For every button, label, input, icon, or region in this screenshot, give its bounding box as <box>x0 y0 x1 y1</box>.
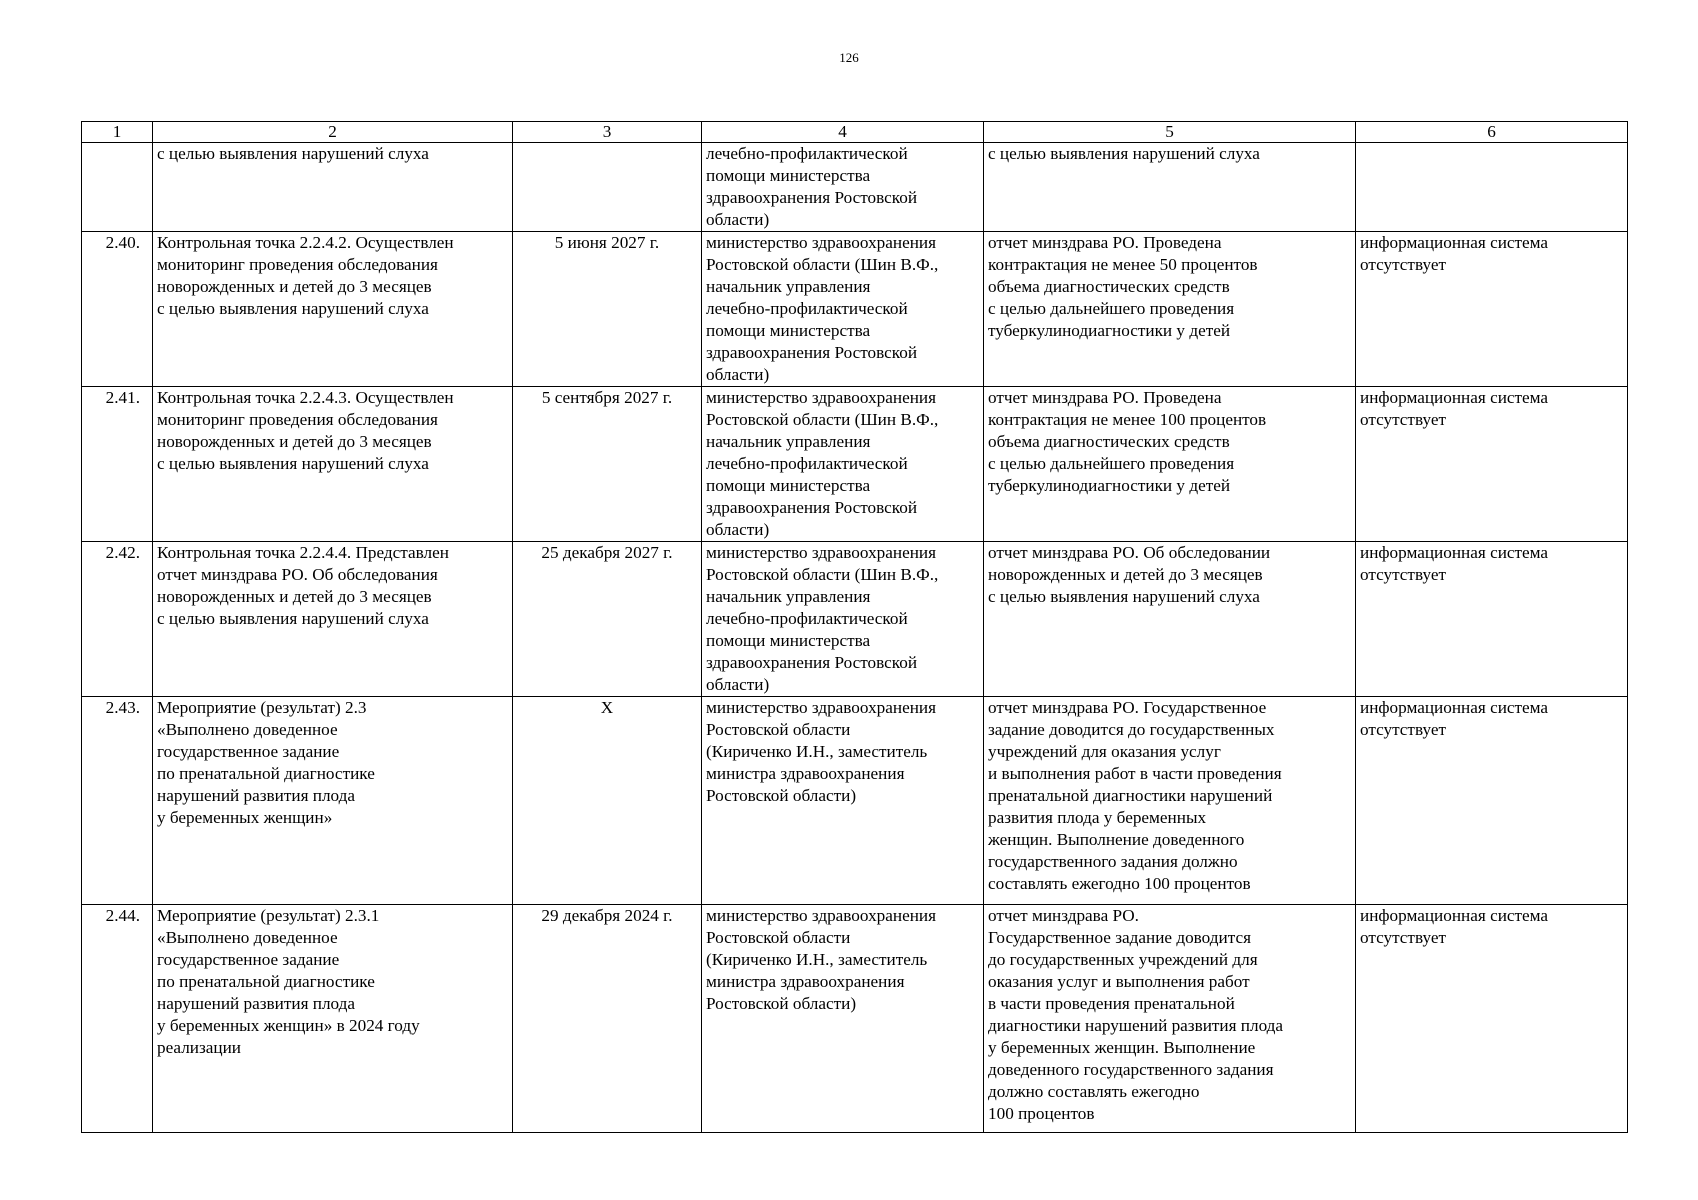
row-date: X <box>513 697 702 905</box>
table-header-row <box>82 122 1628 143</box>
row-result: с целью выявления нарушений слуха <box>984 143 1356 232</box>
page-number: 126 <box>839 50 859 65</box>
row-result: отчет минздрава РО. Государственное задание доводится до государственных учреждений для оказания услуг и выполнения работ в части проведения пренатальной диагностики нарушений развития плода у беременных женщин. Выполнение доведенного государственного задания должно составлять ежегодно 100 процентов <box>984 905 1356 1133</box>
row-name: Мероприятие (результат) 2.3 «Выполнено доведенное государственное задание по пренатальной диагностике нарушений развития плода у беременных женщин» <box>153 697 513 905</box>
column-header: 1 <box>82 122 153 143</box>
row-name: с целью выявления нарушений слуха <box>153 143 513 232</box>
row-number: 2.44. <box>82 905 153 1133</box>
row-date: 5 июня 2027 г. <box>513 232 702 387</box>
row-result: отчет минздрава РО. Об обследовании новорожденных и детей до 3 месяцев с целью выявления нарушений слуха <box>984 542 1356 697</box>
column-header: 4 <box>702 122 984 143</box>
row-result: отчет минздрава РО. Проведена контрактация не менее 50 процентов объема диагностических средств с целью дальнейшего проведения туберкулинодиагностики у детей <box>984 232 1356 387</box>
row-number: 2.42. <box>82 542 153 697</box>
row-responsible: министерство здравоохранения Ростовской области (Кириченко И.Н., заместитель министра здравоохранения Ростовской области) <box>702 905 984 1133</box>
table-row <box>82 542 1628 697</box>
table-row <box>82 905 1628 1133</box>
row-name: Контрольная точка 2.2.4.4. Представлен отчет минздрава РО. Об обследования новорожденных и детей до 3 месяцев с целью выявления нарушений слуха <box>153 542 513 697</box>
plan-table <box>81 121 1628 1133</box>
row-date: 29 декабря 2024 г. <box>513 905 702 1133</box>
column-header: 3 <box>513 122 702 143</box>
row-date: 25 декабря 2027 г. <box>513 542 702 697</box>
row-date <box>513 143 702 232</box>
row-system: информационная система отсутствует <box>1356 905 1628 1133</box>
row-date: 5 сентября 2027 г. <box>513 387 702 542</box>
row-result: отчет минздрава РО. Проведена контрактация не менее 100 процентов объема диагностических средств с целью дальнейшего проведения туберкулинодиагностики у детей <box>984 387 1356 542</box>
column-header: 6 <box>1356 122 1628 143</box>
row-number <box>82 143 153 232</box>
row-system: информационная система отсутствует <box>1356 232 1628 387</box>
row-number: 2.40. <box>82 232 153 387</box>
row-name: Мероприятие (результат) 2.3.1 «Выполнено доведенное государственное задание по пренатальной диагностике нарушений развития плода у беременных женщин» в 2024 году реализации <box>153 905 513 1133</box>
table-row <box>82 232 1628 387</box>
row-number: 2.43. <box>82 697 153 905</box>
row-system <box>1356 143 1628 232</box>
row-responsible: министерство здравоохранения Ростовской области (Шин В.Ф., начальник управления лечебно-профилактической помощи министерства здравоохранения Ростовской области) <box>702 387 984 542</box>
column-header: 2 <box>153 122 513 143</box>
row-responsible: министерство здравоохранения Ростовской области (Кириченко И.Н., заместитель министра здравоохранения Ростовской области) <box>702 697 984 905</box>
table-row <box>82 697 1628 905</box>
row-system: информационная система отсутствует <box>1356 387 1628 542</box>
row-number: 2.41. <box>82 387 153 542</box>
row-result: отчет минздрава РО. Государственное задание доводится до государственных учреждений для оказания услуг и выполнения работ в части проведения пренатальной диагностики нарушений развития плода у беременных женщин. Выполнение доведенного государственного задания должно составлять ежегодно 100 процентов <box>984 697 1356 905</box>
row-responsible: лечебно-профилактической помощи министерства здравоохранения Ростовской области) <box>702 143 984 232</box>
row-system: информационная система отсутствует <box>1356 697 1628 905</box>
table-row <box>82 387 1628 542</box>
row-responsible: министерство здравоохранения Ростовской области (Шин В.Ф., начальник управления лечебно-профилактической помощи министерства здравоохранения Ростовской области) <box>702 542 984 697</box>
row-system: информационная система отсутствует <box>1356 542 1628 697</box>
row-name: Контрольная точка 2.2.4.3. Осуществлен мониторинг проведения обследования новорожденных и детей до 3 месяцев с целью выявления нарушений слуха <box>153 387 513 542</box>
row-name: Контрольная точка 2.2.4.2. Осуществлен мониторинг проведения обследования новорожденных и детей до 3 месяцев с целью выявления нарушений слуха <box>153 232 513 387</box>
column-header: 5 <box>984 122 1356 143</box>
row-responsible: министерство здравоохранения Ростовской области (Шин В.Ф., начальник управления лечебно-профилактической помощи министерства здравоохранения Ростовской области) <box>702 232 984 387</box>
table-row <box>82 143 1628 232</box>
